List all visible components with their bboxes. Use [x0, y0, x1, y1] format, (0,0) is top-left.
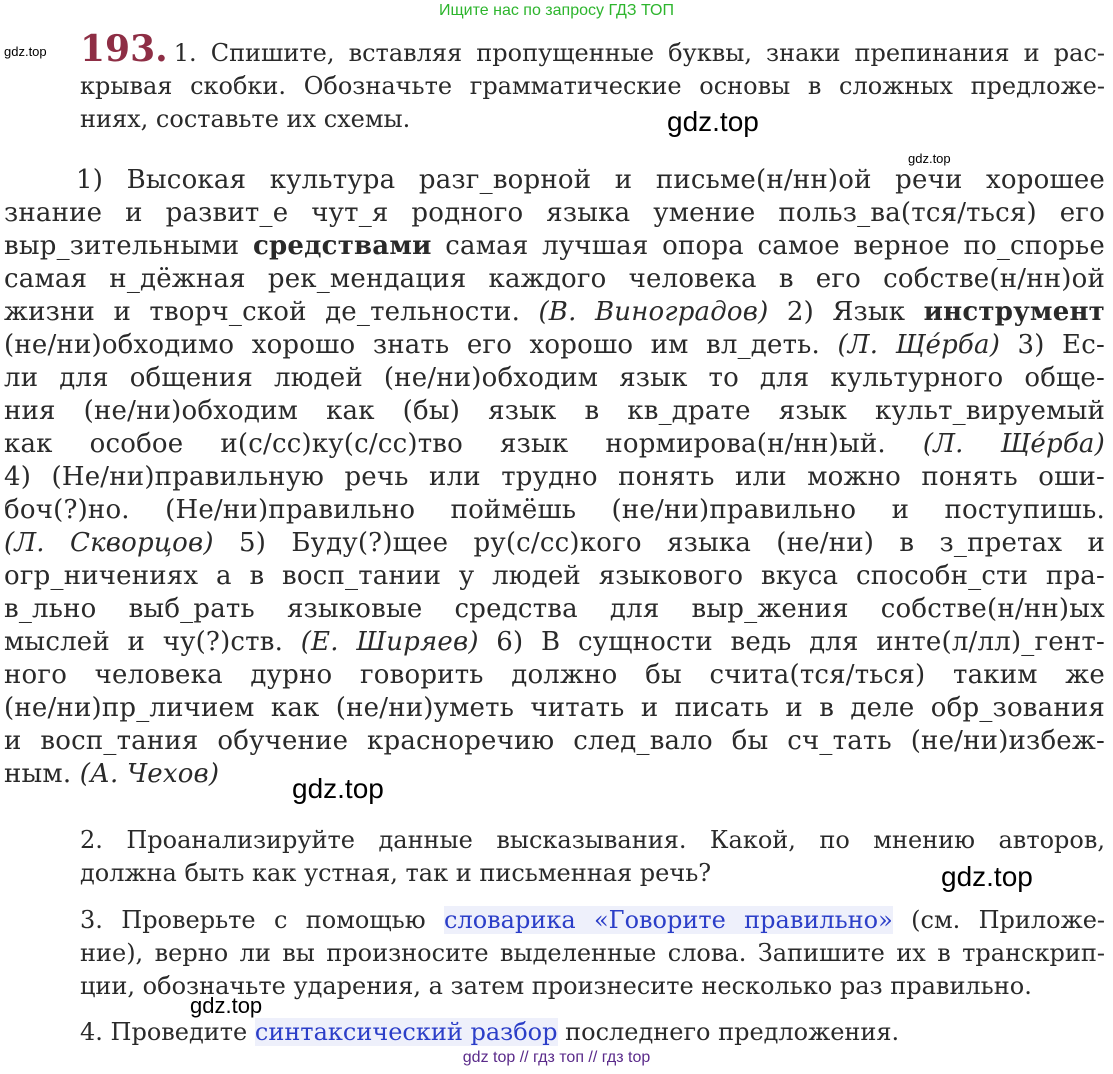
highlighted-word: средствами [252, 231, 432, 261]
text-line: самая н_дёжная рек_мендация каждого человека в его собстве(н/нн)ой [4, 264, 1105, 294]
text-line: (не/ни)пр_личием как (не/ни)уметь читать и писать и в деле обр_зования [4, 693, 1105, 723]
watermark: gdz.top [292, 773, 384, 804]
question-2 [80, 824, 1105, 890]
text-line: жизни и творч_ской де_тельности. (В. Виноградов) 2) Язык инструмент [4, 297, 1105, 327]
question-4 [80, 1016, 1105, 1049]
watermark: gdz.top [941, 861, 1033, 892]
text-line: 4) (Не/ни)правильную речь или трудно понять или можно понять оши- [4, 462, 1105, 492]
question-line: 2. Проанализируйте данные высказывания. Какой, по мнению авторов, [80, 826, 1105, 854]
text-line: знание и развит_е чут_я родного языка умение польз_ва(тся/ться) его [4, 198, 1105, 228]
text-line: как особое и(с/сс)ку(с/сс)тво язык нормирова(н/нн)ый. (Л. Щéрба) [4, 429, 1105, 459]
text-line: (Л. Скворцов) 5) Буду(?)щее ру(с/сс)кого языка (не/ни) в з_претах и [4, 528, 1106, 558]
text-line: 1) Высокая культура разг_ворной и письме(н/нн)ой речи хорошее [76, 165, 1105, 195]
highlighted-word: инструмент [923, 297, 1105, 327]
watermark: gdz.top [4, 44, 47, 59]
author: (В. Виноградов) [538, 297, 769, 327]
author: (Л. Щéрба) [837, 330, 1001, 360]
task-heading-line-2: крывая скобки. Обозначьте грамматические основы в сложных предложе- [80, 72, 1105, 100]
text-line: ли для общения людей (не/ни)обходим язык то для культурного обще- [4, 363, 1105, 393]
syntax-analysis-link[interactable]: синтаксический разбор [254, 1018, 558, 1046]
text-line: и восп_тания обучение красноречию след_вало бы сч_тать (не/ни)избеж- [4, 726, 1105, 756]
text-line: (не/ни)обходимо хорошо знать его хорошо им вл_деть. (Л. Щéрба) 3) Ес- [4, 330, 1105, 360]
text-line: боч(?)но. (Не/ни)правильно поймёшь (не/ни)правильно и поступишь. [4, 495, 1105, 525]
question-line: должна быть как устная, так и письменная речь? [80, 859, 712, 887]
watermark: gdz.top [190, 993, 263, 1018]
question-3 [80, 904, 1105, 1003]
question-line: ции, обозначьте ударения, а затем произнесите несколько раз правильно. [80, 972, 1032, 1000]
question-line: ние), верно ли вы произносите выделенные слова. Запишите их в транскрип- [80, 939, 1105, 967]
text-line: ного человека дурно говорить должно бы счита(тся/ться) таким же [4, 660, 1105, 690]
exercise-text [4, 164, 1105, 791]
question-line: 4. Проведите синтаксический разбор последнего предложения. [80, 1018, 900, 1046]
text-line: в_льно выб_рать языковые средства для выр_жения собстве(н/нн)ых [4, 594, 1105, 624]
watermark: gdz.top [667, 106, 759, 137]
author: (Е. Ширяев) [300, 627, 479, 657]
author: (А. Чехов) [79, 759, 220, 789]
task-heading-line-1 [80, 28, 1105, 70]
text-line: выр_зительными средствами самая лучшая опора самое верное по_спорье [4, 231, 1105, 261]
top-banner: Ищите нас по запросу ГДЗ ТОП [439, 2, 674, 19]
text-line: мыслей и чу(?)ств. (Е. Ширяев) 6) В сущности ведь для инте(л/лл)_гент- [4, 627, 1105, 657]
exercise-number: 193. [80, 28, 168, 70]
text-line: огр_ничениях а в восп_тании у людей языкового вкуса способн_сти пра- [4, 561, 1105, 591]
task-text: 1. Спишите, вставляя пропущенные буквы, знаки препинания и рас- [173, 39, 1105, 67]
watermark: gdz.top [908, 151, 951, 166]
task-heading [80, 28, 1105, 136]
dictionary-link[interactable]: словарика «Говорите правильно» [444, 906, 893, 934]
text-line: ния (не/ни)обходим как (бы) язык в кв_драте язык культ_вируемый [4, 396, 1105, 426]
task-heading-line-3: ниях, составьте их схемы. [80, 105, 411, 133]
author: (Л. Скворцов) [4, 528, 214, 558]
text-line: ным. (А. Чехов) [4, 759, 220, 789]
bottom-banner: gdz top // гдз топ // гдз top [462, 1049, 651, 1066]
author: (Л. Щéрба) [922, 429, 1105, 459]
question-line: 3. Проверьте с помощью словарика «Говорите правильно» (см. Приложе- [80, 906, 1105, 934]
